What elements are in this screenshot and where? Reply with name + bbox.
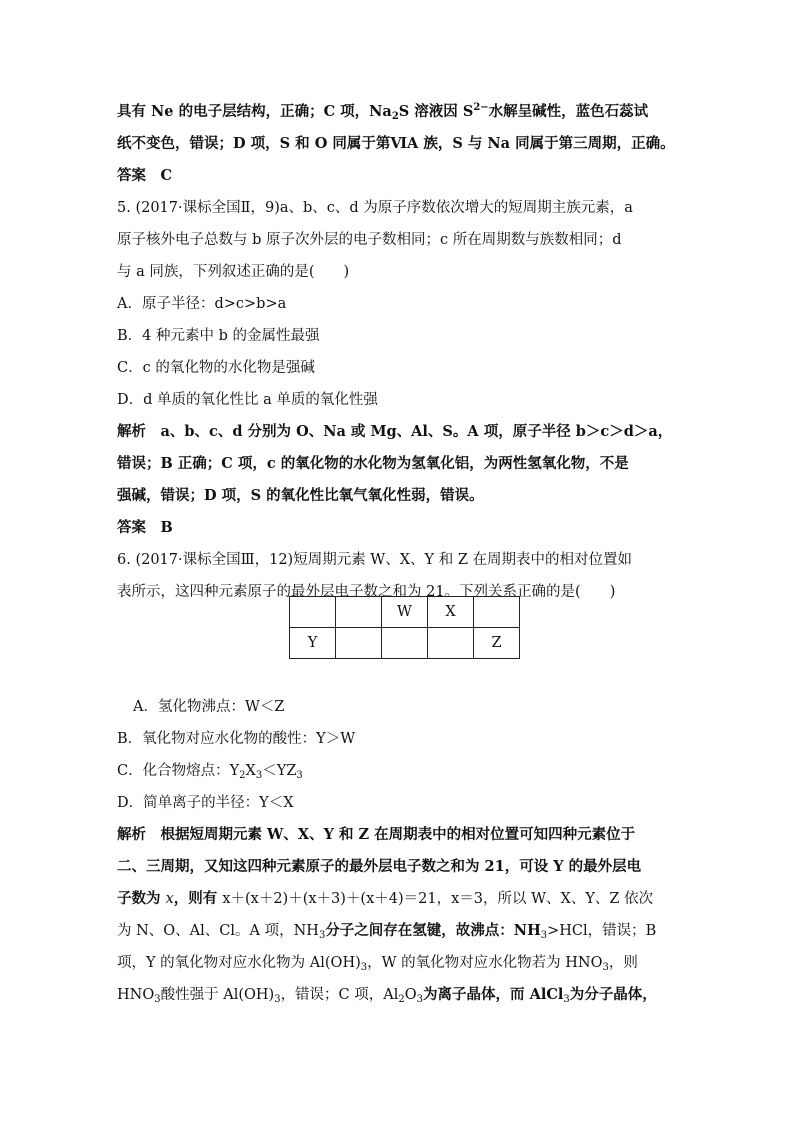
table-cell: X xyxy=(428,597,474,628)
solution-text: 为 N、O、Al、Cl。A 项，$NH_3$分子之间存在氢键，故沸点：$NH_3>HCl$，错误；B xyxy=(117,922,657,941)
question-6-stem: 6. (2017·课标全国Ⅲ，12)短周期元素 W、X、Y 和 Z 在周期表中的相对位置如 xyxy=(117,552,633,568)
question-5-stem: 与 a 同族，下列叙述正确的是( ) xyxy=(117,264,350,280)
answer-label: 答案 B xyxy=(117,519,173,536)
answer-label: 答案 C xyxy=(117,167,173,184)
option-d: D．d 单质的氧化性比 a 单质的氧化性强 xyxy=(117,392,378,408)
option-d: D．简单离子的半径：Y＜X xyxy=(117,795,294,811)
text-line: 具有 Ne 的电子层结构，正确；C 项，$Na_2S$ 溶液因 $S^{2-}$水解呈碱性，蓝色石蕊试 xyxy=(117,102,649,122)
table-row xyxy=(290,628,520,659)
table-cell xyxy=(336,628,382,659)
question-5-stem: 原子核外电子总数与 b 原子次外层的电子数相同；c 所在周期数与族数相同；d xyxy=(117,232,622,248)
table-cell xyxy=(382,628,428,659)
solution-text: 二、三周期，又知这四种元素原子的最外层电子数之和为 21，可设 Y 的最外层电 xyxy=(117,858,642,875)
question-5-stem: 5. (2017·课标全国Ⅱ，9)a、b、c、d 为原子序数依次增大的短周期主族元素，a xyxy=(117,200,633,216)
solution-text: 项，Y 的氧化物对应水化物为 $Al(OH)_3$，W 的氧化物对应水化物若为 $HNO_3$，则 xyxy=(117,955,638,973)
solution-text: $HNO_3$酸性强于 $Al(OH)_3$，错误；C 项，$Al_2O_3$为离子晶体，而 AlCl$_3$为分子晶体， xyxy=(117,986,657,1005)
text-line: 纸不变色，错误；D 项，S 和 O 同属于第ⅥA 族，S 与 Na 同属于第三周期，正确。 xyxy=(117,135,675,152)
solution-text: 强碱，错误；D 项，S 的氧化性比氧气氧化性弱，错误。 xyxy=(117,487,484,504)
table-cell xyxy=(336,597,382,628)
solution-text: 子数为 x，则有 x＋(x＋2)＋(x＋3)＋(x＋4)＝21，x＝3，所以 W、X、Y、Z 依次 xyxy=(117,890,654,907)
table-cell: Z xyxy=(474,628,520,659)
table-cell xyxy=(474,597,520,628)
table-row xyxy=(290,597,520,628)
periodic-table-fragment xyxy=(289,596,520,659)
table-cell: W xyxy=(382,597,428,628)
option-b: B．4 种元素中 b 的金属性最强 xyxy=(117,328,320,344)
option-c: C．化合物熔点：$Y_2X_3<YZ_3$ xyxy=(117,763,303,781)
table-cell: Y xyxy=(290,628,336,659)
solution-text: 解析 a、b、c、d 分别为 O、Na 或 Mg、Al、S。A 项，原子半径 b＞c＞d＞a， xyxy=(117,423,673,440)
table-cell xyxy=(428,628,474,659)
option-a: A．原子半径：d>c>b>a xyxy=(117,296,287,312)
option-c: C．c 的氧化物的水化物是强碱 xyxy=(117,360,315,376)
question-6-stem: 表所示，这四种元素原子的最外层电子数之和为 21。下列关系正确的是( ) xyxy=(117,584,616,600)
solution-text: 解析 根据短周期元素 W、X、Y 和 Z 在周期表中的相对位置可知四种元素位于 xyxy=(117,826,636,843)
table-cell xyxy=(290,597,336,628)
option-b: B．氧化物对应水化物的酸性：Y＞W xyxy=(117,731,356,747)
solution-text: 错误；B 正确；C 项，c 的氧化物的水化物为氢氧化铝，为两性氢氧化物，不是 xyxy=(117,455,629,472)
option-a: A．氢化物沸点：W＜Z xyxy=(133,699,285,715)
